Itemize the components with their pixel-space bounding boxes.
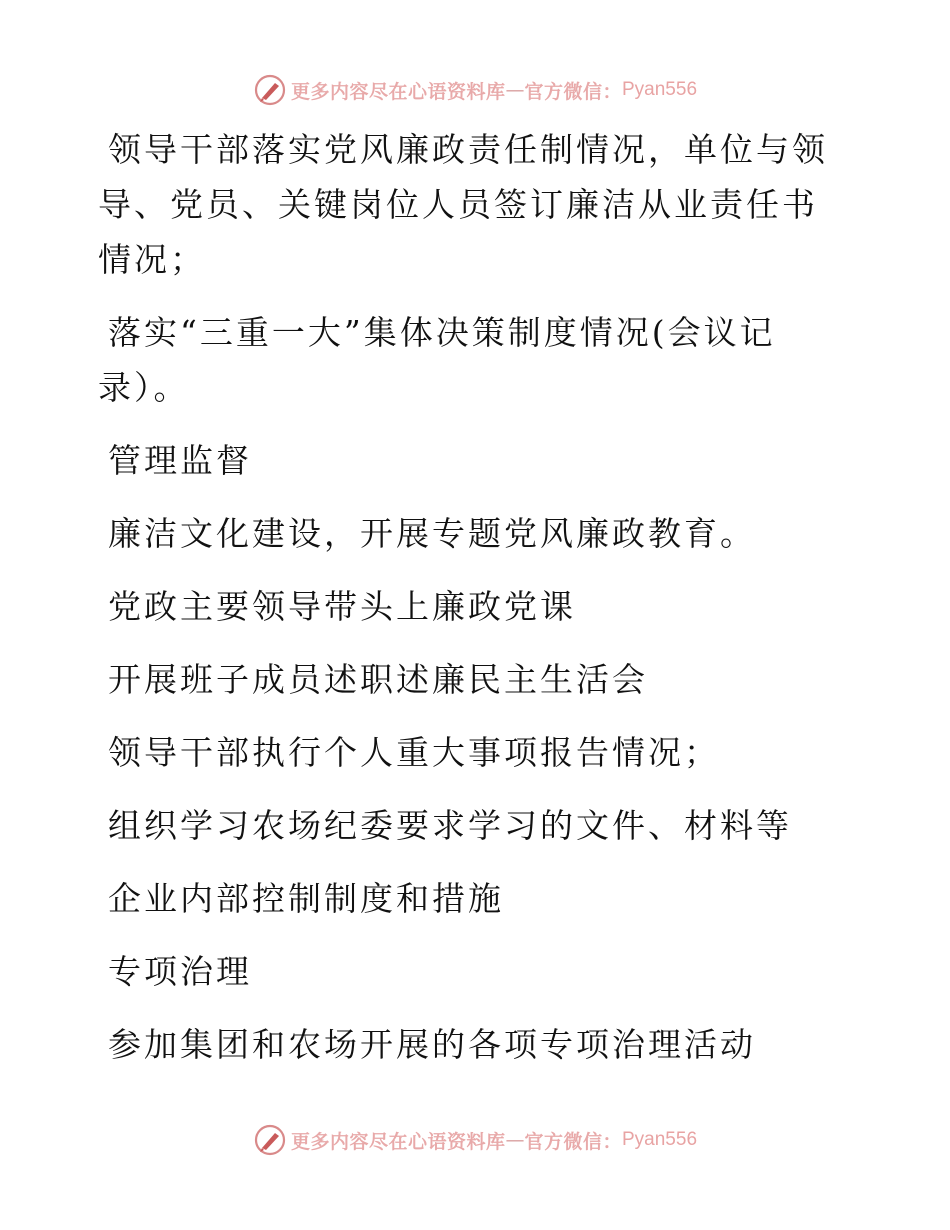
watermark-separator: — xyxy=(505,79,525,101)
paragraph-internal-control: 企业内部控制制度和措施 xyxy=(108,879,504,918)
watermark-suffix: 官方微信： xyxy=(524,80,622,103)
heading-management-supervision: 管理监督 xyxy=(108,441,252,480)
footer-watermark xyxy=(0,1120,950,1160)
paragraph-study-documents: 组织学习农场纪委要求学习的文件、材料等 xyxy=(108,806,792,845)
paragraph-personal-report: 领导干部执行个人重大事项报告情况； xyxy=(108,733,720,772)
paragraph-three-major-one-large: 落实“三重一大”集体决策制度情况(会议记录）。 xyxy=(98,313,776,407)
paragraph-integrity-culture: 廉洁文化建设，开展专题党风廉政教育。 xyxy=(108,514,756,553)
paragraph-democratic-meeting: 开展班子成员述职述廉民主生活会 xyxy=(108,660,648,699)
pen-logo-icon xyxy=(253,73,287,107)
watermark-wechat-id: Pyan556 xyxy=(622,1129,698,1150)
paragraph-responsibility: 领导干部落实党风廉政责任制情况，单位与领导、党员、关键岗位人员签订廉洁从业责任书情况； xyxy=(98,130,828,279)
watermark-text: 更多内容尽在心语资料库 xyxy=(290,1130,506,1153)
header-watermark xyxy=(0,70,950,110)
heading-special-governance: 专项治理 xyxy=(108,952,252,991)
watermark-wechat-id: Pyan556 xyxy=(622,79,698,100)
pen-logo-icon xyxy=(253,1123,287,1157)
watermark-separator: — xyxy=(505,1129,525,1151)
watermark-suffix: 官方微信： xyxy=(524,1130,622,1153)
watermark-text: 更多内容尽在心语资料库 xyxy=(290,80,506,103)
document-body xyxy=(98,122,828,1090)
paragraph-party-lecture: 党政主要领导带头上廉政党课 xyxy=(108,587,576,626)
paragraph-special-activities: 参加集团和农场开展的各项专项治理活动 xyxy=(108,1025,756,1064)
